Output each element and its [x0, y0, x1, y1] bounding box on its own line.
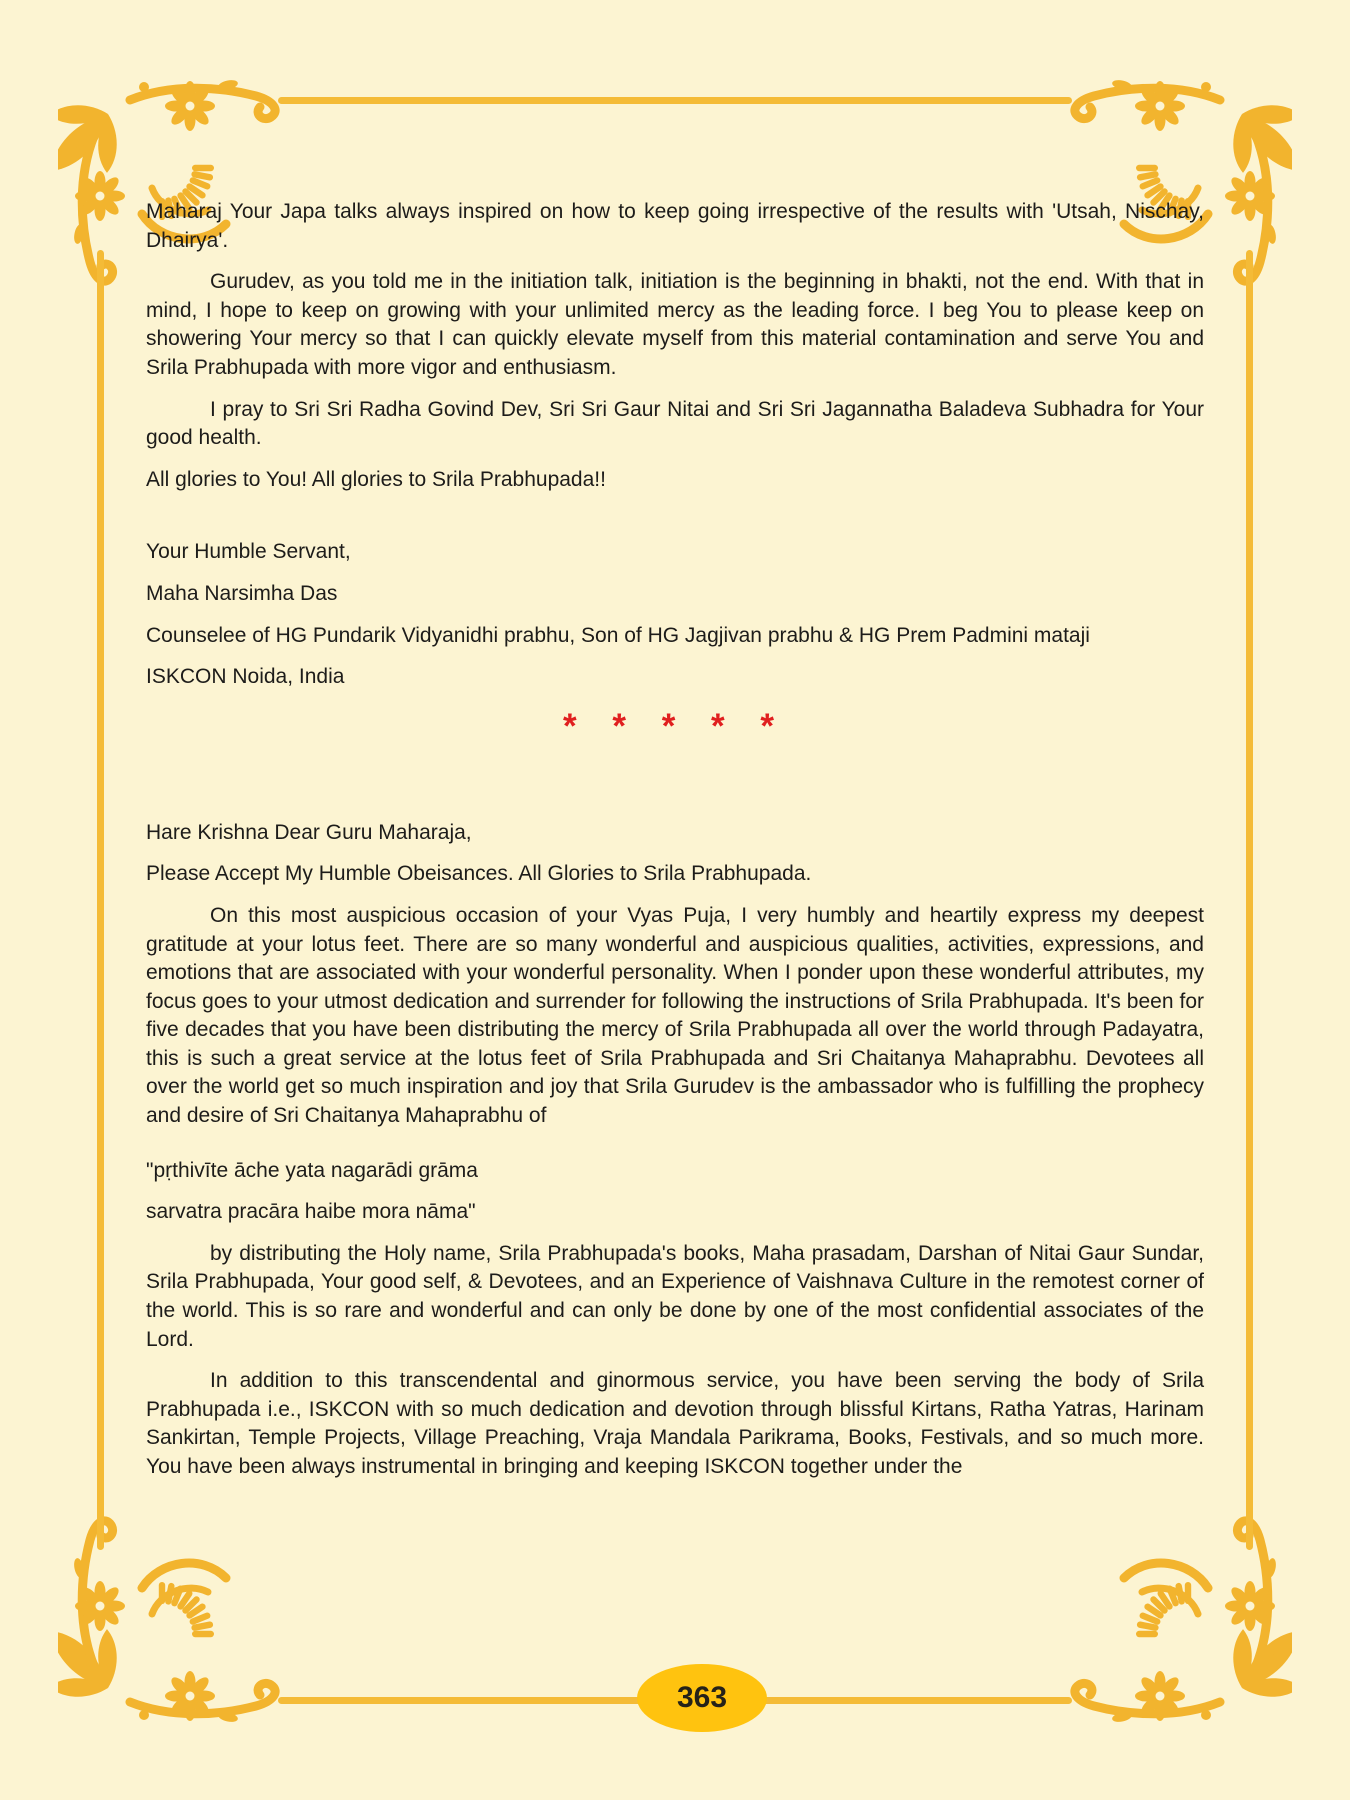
corner-flourish-bottom-left	[58, 1498, 298, 1738]
page-content	[146, 198, 1204, 1495]
paragraph: In addition to this transcendental and ginormous service, you have been serving the body of Srila Prabhupada i.e., ISKCON with so much dedication and devotion through blissful Kirtans, Ratha Yatras, Harinam Sankirtan, Temple Projects, Village Preaching, Vraja Mandala Parikrama, Books, Festivals, and so much more. You have been always instrumental in bringing and keeping ISKCON together under the	[146, 1369, 1204, 1478]
paragraph: Maharaj Your Japa talks always inspired on how to keep going irrespective of the results with 'Utsah, Nischay, Dhairya'.	[146, 200, 1204, 252]
page-number-badge	[637, 1664, 767, 1732]
signature-line: Maha Narsimha Das	[146, 581, 338, 605]
paragraph: by distributing the Holy name, Srila Prabhupada's books, Maha prasadam, Darshan of Nitai Gaur Sundar, Srila Prabhupada, Your good self, & Devotees, and an Experience of Vaishnava Culture in the remotest corner of the world. This is so rare and wonderful and can only be done by one of the most confidential associates of the Lord.	[146, 1241, 1204, 1351]
signature-line: Your Humble Servant,	[146, 540, 351, 564]
verse-line: sarvatra pracāra haibe mora nāma"	[146, 1200, 476, 1224]
verse-line: "pṛthivīte āche yata nagarādi grāma	[146, 1158, 478, 1182]
paragraph: Gurudev, as you told me in the initiation talk, initiation is the beginning in bhakti, not the end. With that in mind, I hope to keep on growing with your unlimited mercy as the leading force. I beg You to please keep on showering Your mercy so that I can quickly elevate myself from this material contamination and serve You and Srila Prabhupada with more vigor and enthusiasm.	[146, 270, 1204, 379]
salutation-line: Please Accept My Humble Obeisances. All Glories to Srila Prabhupada.	[146, 862, 812, 886]
salutation-line: Hare Krishna Dear Guru Maharaja,	[146, 820, 472, 844]
asterisk-separator: * * * * *	[563, 706, 787, 746]
paragraph: I pray to Sri Sri Radha Govind Dev, Sri Sri Gaur Nitai and Sri Sri Jagannatha Baladeva Subhadra for Your good health.	[146, 397, 1204, 450]
border-line-right	[1246, 250, 1253, 1550]
border-line-left	[97, 250, 104, 1550]
page-number: 363	[676, 1681, 728, 1714]
corner-flourish-bottom-right	[1052, 1498, 1292, 1738]
border-line-top	[278, 97, 1072, 104]
paragraph: On this most auspicious occasion of your Vyas Puja, I very humbly and heartily express my deepest gratitude at your lotus feet. There are so many wonderful and auspicious qualities, activities, expressions, and emotions that are associated with your wonderful personality. When I ponder upon these wonderful attributes, my focus goes to your utmost dedication and surrender for following the instructions of Srila Prabhupada. It's been for five decades that you have been distributing the mercy of Srila Prabhupada all over the world through Padayatra, this is such a great service at the lotus feet of Srila Prabhupada and Sri Chaitanya Mahaprabhu. Devotees all over the world get so much inspiration and joy that Srila Gurudev is the ambassador who is fulfilling the prophecy and desire of Sri Chaitanya Mahaprabhu of	[146, 903, 1204, 1128]
glories-line: All glories to You! All glories to Srila Prabhupada!!	[146, 467, 606, 491]
signature-line: ISKCON Noida, India	[146, 665, 345, 689]
signature-line: Counselee of HG Pundarik Vidyanidhi prabhu, Son of HG Jagjivan prabhu & HG Prem Padmini mataji	[146, 623, 1090, 647]
